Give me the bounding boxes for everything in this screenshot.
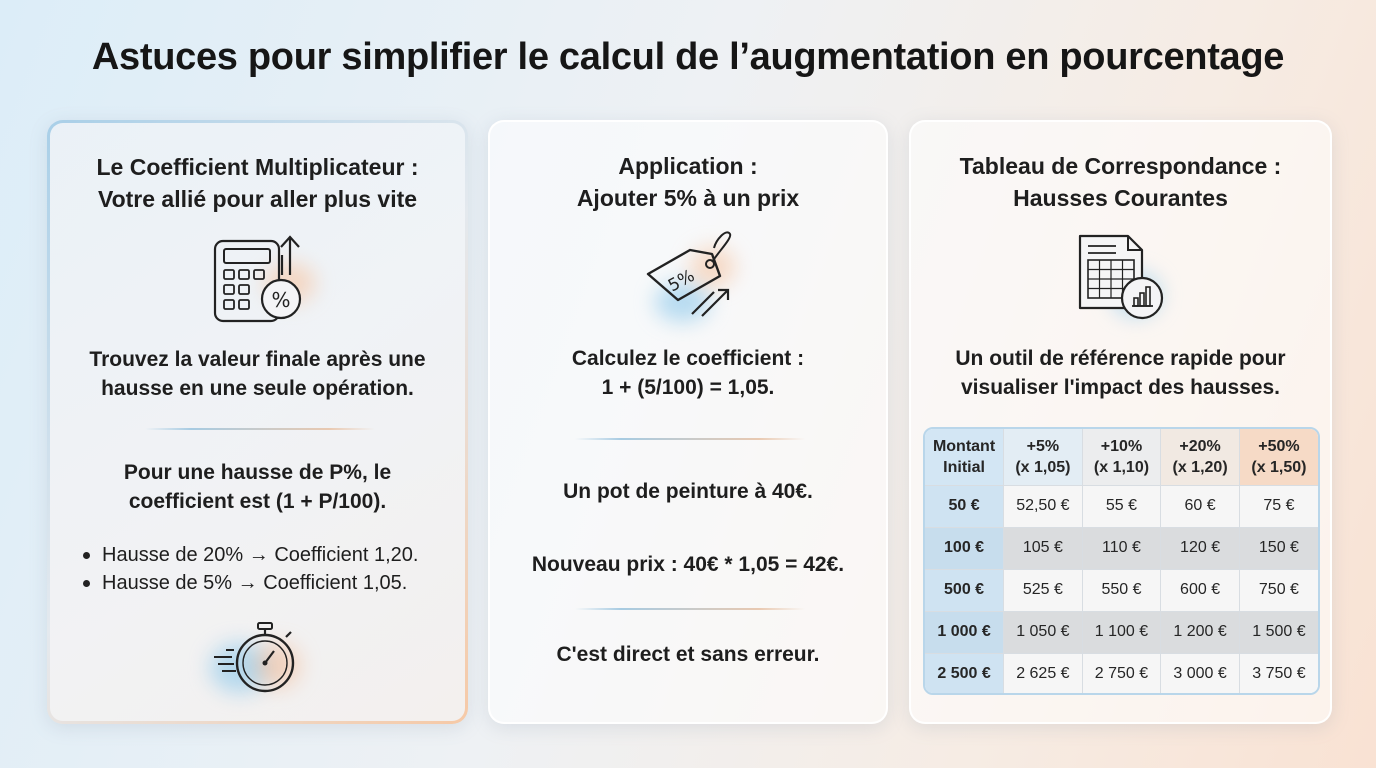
card-title: [490, 150, 886, 214]
divider: [575, 438, 805, 440]
table-row: [925, 569, 1318, 611]
page-title: Astuces pour simplifier le calcul de l’augmentation en pourcentage: [91, 36, 1285, 78]
column-header-amount: [925, 429, 1004, 485]
card-title-line1: Le Coefficient Multiplicateur :: [96, 154, 419, 180]
table-cell: 1 200 €: [1161, 611, 1240, 653]
table-cell: 2 750 €: [1082, 653, 1161, 695]
description-line2: hausse en une seule opération.: [101, 377, 414, 400]
table-row: [925, 653, 1318, 695]
step-coefficient: [490, 344, 886, 402]
table-cell: 1 100 €: [1082, 611, 1161, 653]
header-line1: +10%: [1100, 437, 1143, 455]
examples-list: [80, 541, 418, 597]
coefficient-card: [47, 120, 468, 724]
card-title-line2: Hausses Courantes: [1013, 185, 1228, 211]
divider: [575, 608, 805, 610]
step1-line2: 1 + (5/100) = 1,05.: [601, 376, 775, 399]
table-cell: 120 €: [1161, 527, 1240, 569]
card1-description: [50, 345, 465, 403]
table-cell: 600 €: [1161, 569, 1240, 611]
table-cell: 150 €: [1239, 527, 1318, 569]
table-cell: 3 750 €: [1239, 653, 1318, 695]
card-title-line2: Ajouter 5% à un prix: [576, 185, 800, 211]
table-cell: 550 €: [1082, 569, 1161, 611]
tag-percent-label: 5%: [664, 265, 699, 297]
application-card: [488, 120, 888, 724]
step1-line1: Calculez le coefficient :: [571, 347, 805, 370]
table-cell: 2 625 €: [1004, 653, 1083, 695]
table-cell: 3 000 €: [1161, 653, 1240, 695]
table-cell: 1 050 €: [1004, 611, 1083, 653]
card-title: [911, 150, 1330, 214]
header-line1: Montant: [932, 437, 996, 455]
table-cell: 105 €: [1004, 527, 1083, 569]
header-line2: (x 1,50): [1251, 458, 1307, 476]
header-line1: +50%: [1258, 437, 1300, 455]
column-header-5: [1004, 429, 1083, 485]
row-amount: 500 €: [925, 569, 1004, 611]
row-amount: 1 000 €: [925, 611, 1004, 653]
row-amount: 2 500 €: [925, 653, 1004, 695]
table-cell: 52,50 €: [1004, 485, 1083, 527]
table-cell: 525 €: [1004, 569, 1083, 611]
column-header-50: [1239, 429, 1318, 485]
description-line1: Trouvez la valeur finale après une: [89, 348, 426, 371]
table-cell: 750 €: [1239, 569, 1318, 611]
rule-line2: coefficient est (1 + P/100).: [128, 490, 387, 513]
card-title: [50, 151, 465, 215]
table: [925, 429, 1318, 695]
table-cell: 60 €: [1161, 485, 1240, 527]
table-row: [925, 485, 1318, 527]
card-title-line1: Application :: [618, 153, 758, 179]
table-cell: 55 €: [1082, 485, 1161, 527]
table-header-row: [925, 429, 1318, 485]
header-line2: (x 1,05): [1015, 458, 1071, 476]
table-card: [909, 120, 1332, 724]
card3-description: [911, 344, 1330, 402]
correspondence-table: [923, 427, 1320, 695]
header-line2: (x 1,20): [1172, 458, 1228, 476]
table-cell: 75 €: [1239, 485, 1318, 527]
calculator-percent-icon: [210, 233, 310, 325]
table-row: [925, 611, 1318, 653]
header-line1: +20%: [1179, 437, 1221, 455]
rule-line1: Pour une hausse de P%, le: [123, 461, 392, 484]
card-title-line2: Votre allié pour aller plus vite: [97, 186, 418, 212]
header-line1: +5%: [1026, 437, 1060, 455]
row-amount: 100 €: [925, 527, 1004, 569]
header-line2: (x 1,10): [1093, 458, 1150, 476]
column-header-20: [1161, 429, 1240, 485]
price-tag-icon: [640, 230, 740, 324]
list-item: Hausse de 20% → Coefficient 1,20.: [80, 541, 418, 569]
svg-text:%: %: [271, 288, 291, 312]
card1-rule: [50, 458, 465, 516]
description-line2: visualiser l'impact des hausses.: [961, 376, 1280, 399]
card-title-line1: Tableau de Correspondance :: [959, 153, 1282, 179]
spreadsheet-chart-icon: [1076, 232, 1168, 324]
column-header-10: [1082, 429, 1161, 485]
step-example: Un pot de peinture à 40€.: [563, 480, 813, 503]
table-row: [925, 527, 1318, 569]
table-cell: 110 €: [1082, 527, 1161, 569]
step-new-price: Nouveau prix : 40€ * 1,05 = 42€.: [531, 553, 845, 576]
list-item: Hausse de 5% → Coefficient 1,05.: [80, 569, 418, 597]
table-cell: 1 500 €: [1239, 611, 1318, 653]
stopwatch-icon: [210, 617, 300, 701]
row-amount: 50 €: [925, 485, 1004, 527]
step-conclusion: C'est direct et sans erreur.: [556, 643, 820, 666]
header-line2: Initial: [943, 458, 985, 476]
description-line1: Un outil de référence rapide pour: [955, 347, 1286, 370]
divider: [145, 428, 375, 430]
